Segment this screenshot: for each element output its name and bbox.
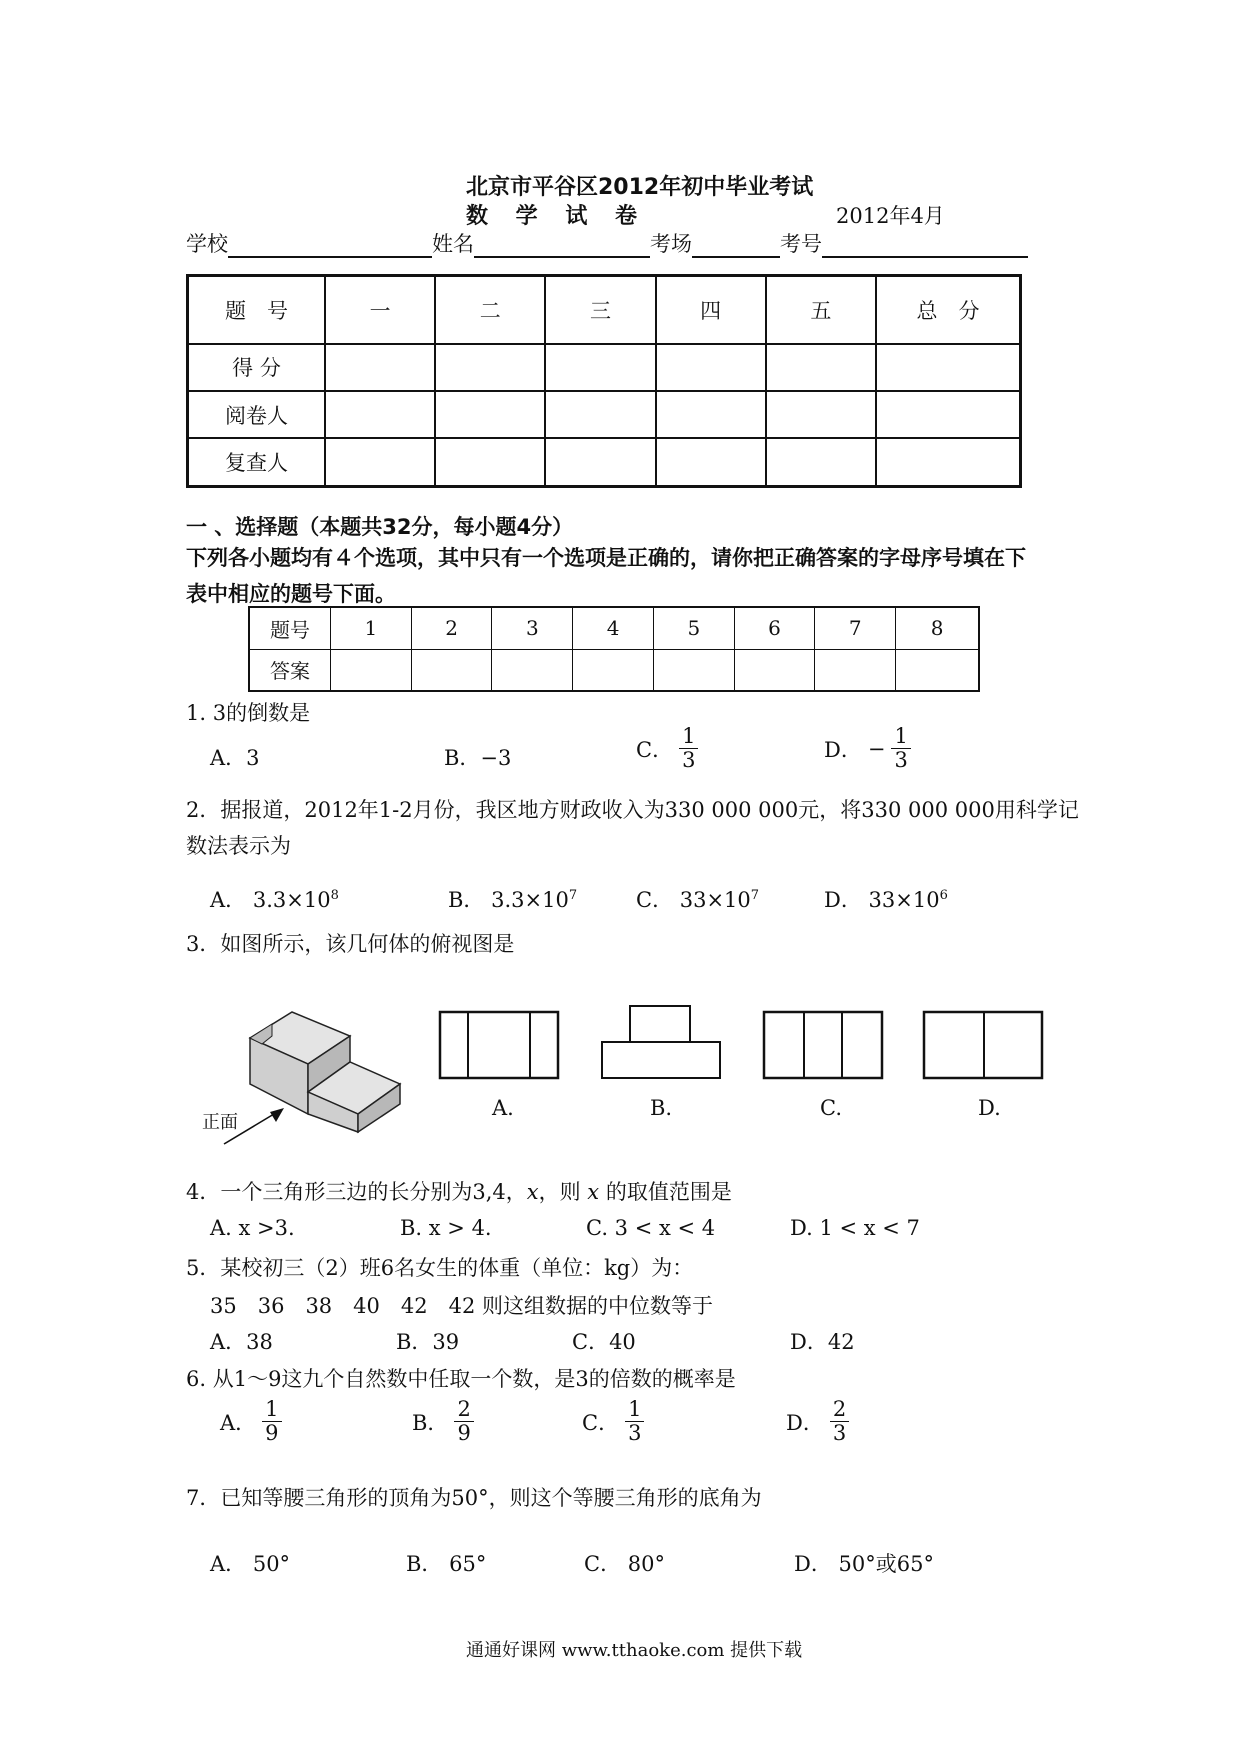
answer-header-label: 题号 xyxy=(249,607,331,649)
q1-d-fraction: $\frac{1}{3}$ xyxy=(891,725,910,772)
score-cell[interactable] xyxy=(325,344,435,391)
score-cell[interactable] xyxy=(766,344,876,391)
score-table-header-row xyxy=(188,276,1021,344)
q7-option-d: D． 50°或65° xyxy=(794,1552,934,1576)
q1-option-b: B．−3 xyxy=(444,746,512,770)
answer-number: 7 xyxy=(815,607,896,649)
q1-stem: 1. 3的倒数是 xyxy=(186,701,311,725)
score-cell[interactable] xyxy=(325,391,435,438)
score-cell[interactable] xyxy=(766,438,876,486)
q2-stem-2: 数法表示为 xyxy=(186,834,291,858)
info-line xyxy=(186,228,1028,258)
answer-table-row xyxy=(249,649,979,691)
score-cell[interactable] xyxy=(876,344,1021,391)
answer-number: 6 xyxy=(734,607,815,649)
q6-option-c: C． $\frac{1}{3}$ xyxy=(582,1398,644,1445)
score-cell[interactable] xyxy=(435,391,545,438)
q2-option-c: C． $33\times 10^7$ xyxy=(636,888,760,912)
section1-heading: 一 、选择题（本题共32分，每小题4分） xyxy=(186,515,574,539)
q3-option-b-shape xyxy=(600,1004,724,1082)
score-table-row xyxy=(188,391,1021,438)
answer-cell[interactable] xyxy=(734,649,815,691)
q3-stem: 3．如图所示，该几何体的俯视图是 xyxy=(186,932,515,956)
q3-option-a-shape xyxy=(438,1010,562,1082)
answer-table xyxy=(248,606,980,692)
school-label: 学校 xyxy=(186,232,228,256)
q4-option-a: A. x >3. xyxy=(210,1216,295,1240)
score-cell[interactable] xyxy=(545,344,655,391)
answer-cell[interactable] xyxy=(331,649,412,691)
number-field[interactable] xyxy=(822,234,1028,258)
q3-option-d-shape xyxy=(922,1010,1046,1082)
score-cell[interactable] xyxy=(545,438,655,486)
room-label: 考场 xyxy=(650,232,692,256)
score-table xyxy=(186,274,1022,488)
answer-number: 5 xyxy=(653,607,734,649)
q1-option-c: C． $\frac{1}{3}$ xyxy=(636,725,698,772)
q4-stem: 4．一个三角形三边的长分别为3,4，x，则 x 的取值范围是 xyxy=(186,1180,732,1204)
exam-title: 北京市平谷区2012年初中毕业考试 xyxy=(466,175,814,200)
q6-c-fraction: $\frac{1}{3}$ xyxy=(625,1398,644,1445)
q7-option-b: B． 65° xyxy=(406,1552,487,1576)
answer-cell[interactable] xyxy=(815,649,896,691)
q7-option-c: C． 80° xyxy=(584,1552,665,1576)
page-footer: 通通好课网 www.tthaoke.com 提供下载 xyxy=(466,1640,803,1661)
section1-instruction-2: 表中相应的题号下面。 xyxy=(186,582,396,606)
q5-option-c: C．40 xyxy=(572,1330,636,1354)
score-row-label: 得 分 xyxy=(188,344,326,391)
q3-option-c-label: C. xyxy=(820,1096,842,1120)
score-table-row xyxy=(188,344,1021,391)
score-cell[interactable] xyxy=(325,438,435,486)
score-cell[interactable] xyxy=(876,438,1021,486)
q2-option-d: D． $33\times 10^6$ xyxy=(824,888,948,912)
answer-cell[interactable] xyxy=(653,649,734,691)
q6-d-fraction: $\frac{2}{3}$ xyxy=(830,1398,849,1445)
q5-option-b: B．39 xyxy=(396,1330,460,1354)
answer-row-label: 答案 xyxy=(249,649,331,691)
exam-date: 2012年4月 xyxy=(836,204,945,228)
q6-a-fraction: $\frac{1}{9}$ xyxy=(262,1398,281,1445)
section1-instruction-1: 下列各小题均有４个选项，其中只有一个选项是正确的，请你把正确答案的字母序号填在下 xyxy=(186,546,1026,570)
q3-option-a-label: A. xyxy=(492,1096,514,1120)
answer-table-header-row xyxy=(249,607,979,649)
school-field[interactable] xyxy=(228,234,432,258)
q2-stem-1: 2．据报道，2012年1-2月份，我区地方财政收入为330 000 000元，将330 000 000用科学记 xyxy=(186,798,1079,822)
score-cell[interactable] xyxy=(876,391,1021,438)
score-cell[interactable] xyxy=(545,391,655,438)
score-row-label: 阅卷人 xyxy=(188,391,326,438)
score-header-cell: 三 xyxy=(545,276,655,344)
q6-option-a: A． $\frac{1}{9}$ xyxy=(220,1398,282,1445)
score-cell[interactable] xyxy=(656,391,766,438)
q3-front-label: 正面 xyxy=(202,1112,238,1133)
q7-stem: 7．已知等腰三角形的顶角为50°，则这个等腰三角形的底角为 xyxy=(186,1486,762,1510)
score-row-label: 复查人 xyxy=(188,438,326,486)
q1-option-a: A．3 xyxy=(210,746,260,770)
answer-cell[interactable] xyxy=(896,649,979,691)
q1-option-d: D． − $\frac{1}{3}$ xyxy=(824,725,911,772)
answer-cell[interactable] xyxy=(411,649,492,691)
score-cell[interactable] xyxy=(656,438,766,486)
q3-option-b-label: B. xyxy=(650,1096,673,1120)
answer-number: 3 xyxy=(492,607,573,649)
name-field[interactable] xyxy=(474,234,650,258)
score-header-cell: 二 xyxy=(435,276,545,344)
score-table-row xyxy=(188,438,1021,486)
answer-number: 4 xyxy=(573,607,654,649)
q6-option-b: B． $\frac{2}{9}$ xyxy=(412,1398,474,1445)
score-header-cell: 五 xyxy=(766,276,876,344)
score-header-cell: 一 xyxy=(325,276,435,344)
arrow-icon xyxy=(222,1104,288,1148)
score-cell[interactable] xyxy=(766,391,876,438)
q4-option-b: B. x > 4. xyxy=(400,1216,492,1240)
q5-option-d: D．42 xyxy=(790,1330,855,1354)
score-header-cell: 总 分 xyxy=(876,276,1021,344)
number-label: 考号 xyxy=(780,232,822,256)
score-header-cell: 四 xyxy=(656,276,766,344)
q6-option-d: D． $\frac{2}{3}$ xyxy=(786,1398,849,1445)
answer-cell[interactable] xyxy=(492,649,573,691)
q7-option-a: A． 50° xyxy=(210,1552,291,1576)
q5-data: 35 36 38 40 42 42 则这组数据的中位数等于 xyxy=(210,1294,714,1318)
q2-option-b: B． $3.3\times 10^7$ xyxy=(448,888,578,912)
answer-number: 1 xyxy=(331,607,412,649)
q5-stem: 5．某校初三（2）班6名女生的体重（单位：kg）为： xyxy=(186,1256,694,1280)
q3-option-d-label: D. xyxy=(978,1096,1001,1120)
score-cell[interactable] xyxy=(435,344,545,391)
q4-option-d: D. 1 < x < 7 xyxy=(790,1216,920,1240)
score-cell[interactable] xyxy=(435,438,545,486)
room-field[interactable] xyxy=(692,234,780,258)
q5-option-a: A．38 xyxy=(210,1330,273,1354)
score-cell[interactable] xyxy=(656,344,766,391)
q1-c-fraction: $\frac{1}{3}$ xyxy=(679,725,698,772)
answer-number: 8 xyxy=(896,607,979,649)
q2-option-a: A． $3.3\times 10^8$ xyxy=(210,888,339,912)
exam-subtitle: 数 学 试 卷 xyxy=(466,204,647,229)
answer-cell[interactable] xyxy=(573,649,654,691)
q6-b-fraction: $\frac{2}{9}$ xyxy=(454,1398,473,1445)
answer-number: 2 xyxy=(411,607,492,649)
q3-option-c-shape xyxy=(762,1010,886,1082)
q6-stem: 6. 从1～9这九个自然数中任取一个数，是3的倍数的概率是 xyxy=(186,1367,736,1391)
name-label: 姓名 xyxy=(432,232,474,256)
score-header-cell: 题 号 xyxy=(188,276,326,344)
q4-option-c: C. 3 < x < 4 xyxy=(586,1216,716,1240)
